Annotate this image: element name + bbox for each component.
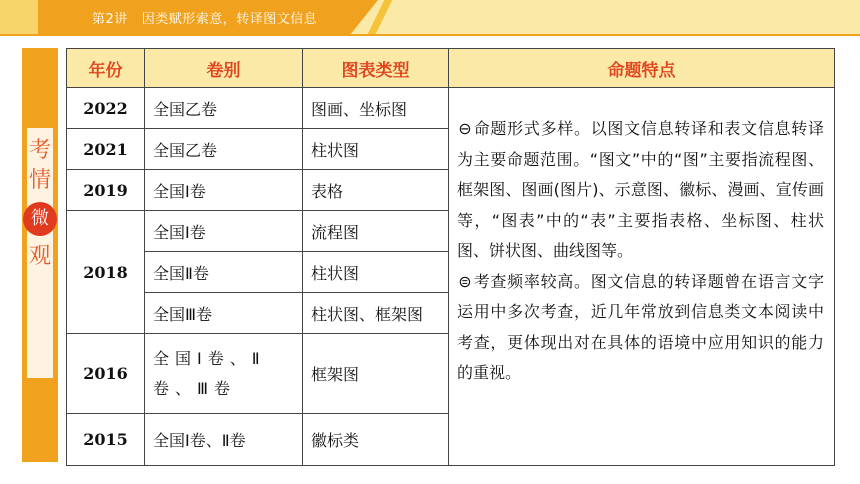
side-char-1: 考 xyxy=(28,138,51,163)
type-cell: 流程图 xyxy=(303,211,449,252)
paper-cell: 全国乙卷 xyxy=(145,88,303,129)
side-char-2: 情 xyxy=(28,168,51,193)
paper-cell: 全国Ⅰ卷 xyxy=(145,170,303,211)
lecture-title: 因类赋形索意，转译图文信息 xyxy=(141,12,318,27)
type-cell: 徽标类 xyxy=(303,414,449,466)
header-banner xyxy=(0,0,860,36)
header-year: 年份 xyxy=(67,49,145,88)
paper-cell: 全国Ⅰ卷、Ⅱ卷 xyxy=(145,414,303,466)
lecture-number: 第2讲 xyxy=(92,12,128,27)
paper-cell: 全国Ⅰ卷、Ⅱ卷、Ⅲ卷 xyxy=(145,334,303,414)
year-cell: 2021 xyxy=(67,129,145,170)
type-cell: 柱状图 xyxy=(303,252,449,293)
year-cell: 2022 xyxy=(67,88,145,129)
feature-paragraph-2 xyxy=(457,267,824,389)
header-type: 图表类型 xyxy=(303,49,449,88)
year-cell: 2015 xyxy=(67,414,145,466)
header-feature: 命题特点 xyxy=(449,49,835,88)
feature-description xyxy=(449,88,835,466)
year-cell: 2016 xyxy=(67,334,145,414)
type-cell: 柱状图 xyxy=(303,129,449,170)
side-char-4: 观 xyxy=(28,244,51,269)
paper-cell: 全国Ⅱ卷 xyxy=(145,252,303,293)
header-underline xyxy=(0,34,860,36)
circled-one-icon: ⊖ xyxy=(458,119,472,138)
header-left-tab xyxy=(0,0,38,34)
paper-cell: 全国Ⅰ卷 xyxy=(145,211,303,252)
year-cell: 2018 xyxy=(67,211,145,334)
circled-two-icon: ⊜ xyxy=(458,271,472,291)
table-header-row xyxy=(67,49,835,88)
feature-paragraph-1 xyxy=(457,114,824,267)
feature-text-2: 考查频率较高。图文信息的转译题曾在语言文字运用中多次考查，近几年常放到信息类文本阅读中考查，更体现出对在具体的语境中应用知识的能力的重视。 xyxy=(457,271,824,382)
year-cell: 2019 xyxy=(67,170,145,211)
type-cell: 柱状图、框架图 xyxy=(303,293,449,334)
exam-table xyxy=(66,48,835,466)
header-title xyxy=(92,8,317,27)
paper-cell: 全国乙卷 xyxy=(145,129,303,170)
type-cell: 图画、坐标图 xyxy=(303,88,449,129)
type-cell: 表格 xyxy=(303,170,449,211)
paper-cell: 全国Ⅲ卷 xyxy=(145,293,303,334)
type-cell: 框架图 xyxy=(303,334,449,414)
side-label xyxy=(27,128,53,378)
feature-text-1: 命题形式多样。以图文信息转译和表文信息转译为主要命题范围。“图文”中的“图”主要指流程图、框架图、图画(图片)、示意图、徽标、漫画、宣传画等，“图表”中的“表”主要指表格、坐标图、柱状图、饼状图、曲线图等。 xyxy=(457,119,824,260)
side-seal-char: 微 xyxy=(23,202,57,236)
header-paper: 卷别 xyxy=(145,49,303,88)
table-row xyxy=(67,88,835,129)
